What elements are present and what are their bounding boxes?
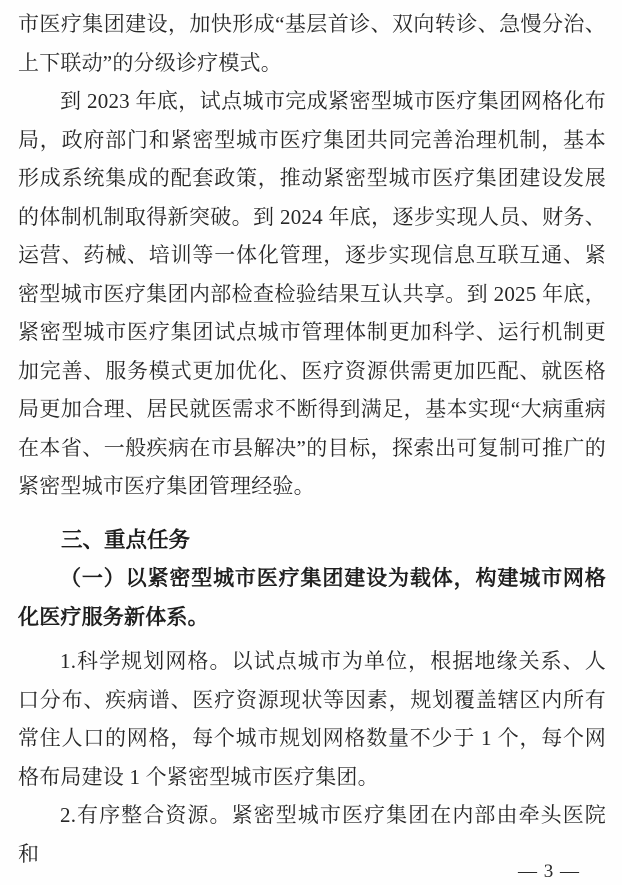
page-number: — 3 — xyxy=(518,861,580,882)
section-heading-key-tasks: 三、重点任务 xyxy=(61,527,191,552)
paragraph-goals: 到 2023 年底，试点城市完成紧密型城市医疗集团网格化布局，政府部门和紧密型城市医疗集团共同完善治理机制，基本形成系统集成的配套政策，推动紧密型城市医疗集团建设发展的体制机制取得新突破。到 2024 年底，逐步实现人员、财务、运营、药械、培训等一体化管理，逐步实现信息互联互通、紧密型城市医疗集团内部检查检验结果互认共享。到 2025 年底，紧密型城市医疗集团试点城市管理体制更加科学、运行机制更加完善、服务模式更加优化、医疗资源供需更加匹配、就医格局更加合理、居民就医需求不断得到满足，基本实现“大病重病在本省、一般疾病在市县解决”的目标，探索出可复制可推广的紧密型城市医疗集团管理经验。 xyxy=(18,89,606,498)
paragraph-continuation: 市医疗集团建设，加快形成“基层首诊、双向转诊、急慢分治、上下联动”的分级诊疗模式。 xyxy=(18,12,606,75)
paragraph-task-1-grid-planning: 1.科学规划网格。以试点城市为单位，根据地缘关系、人口分布、疾病谱、医疗资源现状等因素，规划覆盖辖区内所有常住人口的网格，每个城市规划网格数量不少于 1 个，每个网格布局建设 1 个紧密型城市医疗集团。 xyxy=(18,649,606,789)
sub-heading-city-medical-group: （一）以紧密型城市医疗集团建设为载体，构建城市网格化医疗服务新体系。 xyxy=(18,566,606,629)
paragraph-task-2-resource-integration: 2.有序整合资源。紧密型城市医疗集团在内部由牵头医院和 xyxy=(18,803,606,866)
